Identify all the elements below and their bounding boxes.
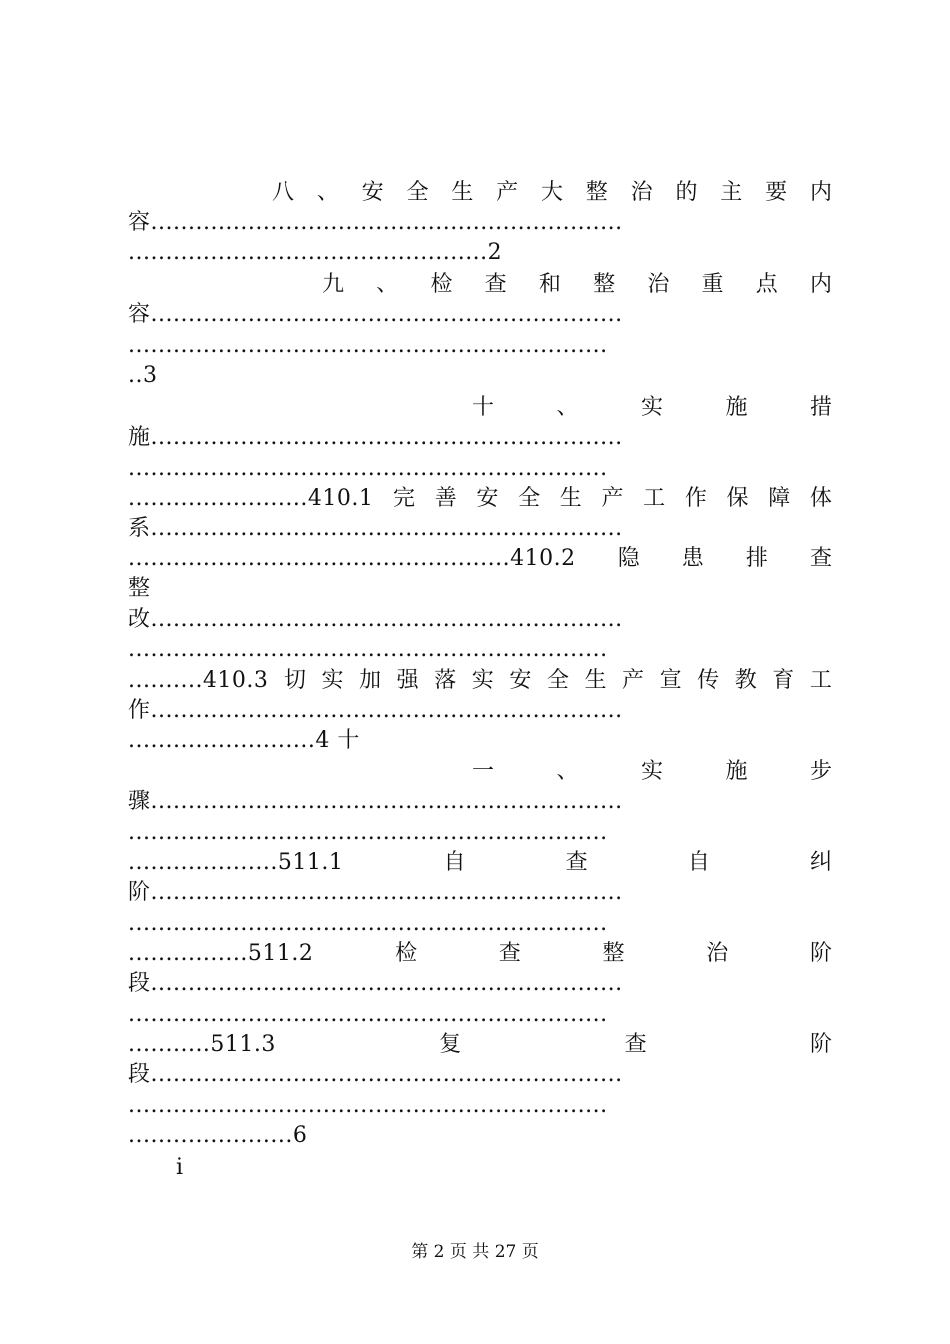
toc-entry-10-3-leader-2: .........................4 十 xyxy=(128,728,360,753)
toc-entry-10-1-leader: 系............................................................... xyxy=(128,516,623,541)
toc-entry-11-leader-1: 骤............................................................... xyxy=(128,789,623,814)
toc-entry-9-title: 九 、 检 查 和 整 治 重 点 内 xyxy=(322,272,832,297)
toc-entry-10-2-title: ...................................................410.2 隐 患 排 查 xyxy=(128,546,832,571)
toc-entry-9-page: ..3 xyxy=(128,363,158,388)
toc-entry-9-leader-2: ................................................................ xyxy=(128,333,608,358)
toc-entry-11-3-page: ......................6 xyxy=(128,1123,308,1148)
toc-entry-10-3-leader-1: 作............................................................... xyxy=(128,698,623,723)
toc-entry-11-1-leader-1: 阶............................................................... xyxy=(128,880,623,905)
toc-entry-11-2-leader-2: ................................................................ xyxy=(128,1002,608,1027)
toc-entry-10-leader-2: ................................................................ xyxy=(128,456,608,481)
toc-entry-11-title: 一 、 实 施 步 xyxy=(472,759,832,784)
toc-entry-10-title: 十 、 实 施 措 xyxy=(472,395,832,420)
toc-entry-11-2-leader-1: 段............................................................... xyxy=(128,971,623,996)
toc-entry-10-leader-1: 施............................................................... xyxy=(128,425,623,450)
roman-page-marker: i xyxy=(176,1155,184,1180)
toc-entry-8-title: 八 、 安 全 生 产 大 整 治 的 主 要 内 xyxy=(272,180,832,205)
toc-entry-11-3-leader-1: 段............................................................... xyxy=(128,1062,623,1087)
toc-entry-8-leader-1: 容............................................................... xyxy=(128,210,623,235)
toc-entry-10-2-cont: 整 xyxy=(128,576,151,601)
toc-entry-10-2-leader-1: 改............................................................... xyxy=(128,607,623,632)
toc-entry-10-1-title: ........................410.1 完 善 安 全 生 产 工 作 保 障 体 xyxy=(128,486,832,511)
toc-entry-10-2-leader-2: ................................................................ xyxy=(128,637,608,662)
toc-entry-11-3-title: ...........511.3 复 查 阶 xyxy=(128,1032,832,1057)
toc-entry-9-leader-1: 容............................................................... xyxy=(128,302,623,327)
toc-entry-10-3-title: ..........410.3 切 实 加 强 落 实 安 全 生 产 宣 传 教 育 工 xyxy=(128,668,832,693)
page-footer: 第 2 页 共 27 页 xyxy=(411,1242,539,1262)
toc-entry-11-3-leader-2: ................................................................ xyxy=(128,1093,608,1118)
toc-entry-8-leader-2: ................................................2 xyxy=(128,240,503,265)
toc-entry-11-1-title: ....................511.1 自 查 自 纠 xyxy=(128,850,832,875)
toc-entry-11-leader-2: ................................................................ xyxy=(128,820,608,845)
toc-entry-11-1-leader-2: ................................................................ xyxy=(128,911,608,936)
toc-entry-11-2-title: ................511.2 检 查 整 治 阶 xyxy=(128,941,832,966)
